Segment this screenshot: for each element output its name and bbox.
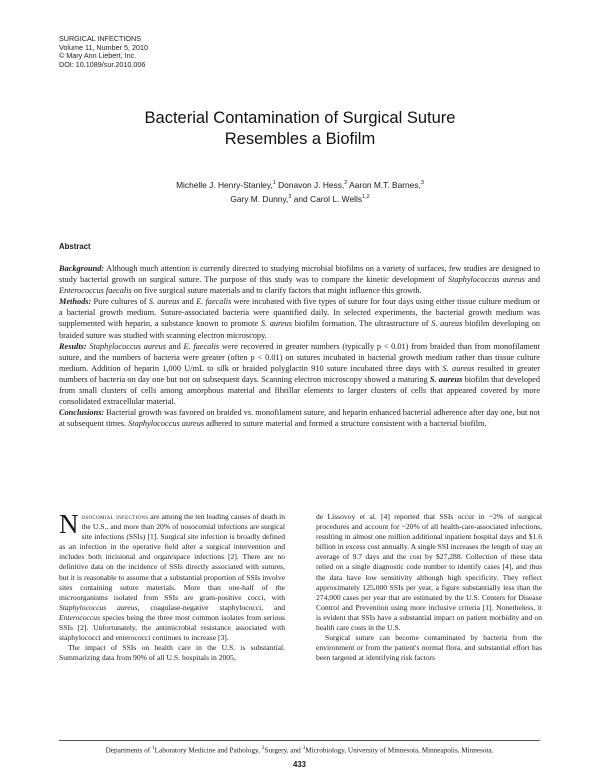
- text-run: biofilm formation. The ultrastructure of: [292, 319, 432, 329]
- text-run: Departments of: [105, 746, 152, 755]
- text-run: Microbiology, University of Minnesota, Minneapolis, Minnesota.: [305, 746, 494, 755]
- journal-header: [59, 35, 148, 69]
- affiliation-marker: 2: [261, 745, 265, 751]
- author-name: and Carol L. Wells: [291, 194, 363, 205]
- abstract-body: [59, 263, 540, 429]
- author-name: Donavon J. Hess,: [275, 179, 345, 190]
- author-line-2: [40, 191, 560, 205]
- title-line-2: Resembles a Biofilm: [224, 130, 376, 148]
- article-title: [40, 108, 560, 150]
- species-name: Enterococcus faecalis: [59, 286, 132, 296]
- species-name: S. aureus: [429, 374, 463, 384]
- text-run: were incubated with five types of suture for four days using either tissue culture medium or a bacterial growth medium. Suture-associated bacteria were quantified daily. In selected experiments, the bacterial growth medium was supplemented with heparin, a substance known to promote: [59, 297, 540, 329]
- journal-name: SURGICAL INFECTIONS: [59, 34, 141, 43]
- text-run: adhered to suture material and formed a structure consistent with a bacterial biofilm.: [204, 419, 487, 429]
- intro-paragraph-2: The impact of SSIs on health care in the U.S. is substantial. Summarizing data from 90% of all U.S. hospitals in 2005,: [59, 643, 285, 663]
- author-name: Michelle J. Henry-Stanley,: [176, 179, 273, 190]
- author-name: Aaron M.T. Barnes,: [347, 179, 421, 190]
- affiliation-marker: 3: [302, 745, 306, 751]
- text-run: Although much attention is currently directed to studying microbial biofilms on a variety of surfaces, few studies are designed to study bacterial growth on surgical suture. The purpose of this study was to compare the kinetic development of: [59, 264, 540, 285]
- author-line-1: [40, 177, 560, 191]
- text-run: Pure cultures of: [91, 297, 149, 307]
- author-affiliation: 3: [420, 180, 424, 186]
- species-name: S. aureus: [431, 319, 463, 329]
- species-name: S. aureus: [442, 363, 475, 373]
- abstract-background: [59, 263, 540, 296]
- intro-paragraph-1: [59, 509, 285, 643]
- background-label: Background:: [59, 264, 105, 273]
- text-run: Surgery, and: [264, 746, 303, 755]
- abstract-results: [59, 341, 540, 408]
- journal-doi: DOI: 10.1089/sur.2010.006: [59, 59, 146, 69]
- text-run: biofilm that developed from small clusters of cells among amorphous material and fibrillar elements to larger clusters of cells that appeared covered by more consolidated extracellular material.: [59, 374, 541, 407]
- author-affiliation: 2: [344, 180, 348, 186]
- text-run: were recovered in greater numbers (typically p < 0.01) from braided than from monofilament suture, and the numbers of bacteria were greater (often p < 0.01) on sutures incubated in bacterial growth medium rather than tissue culture medium. Addition of heparin 1,000 U/mL to silk or braided polyglactin 910 suture incubated three days with: [59, 341, 540, 373]
- conclusions-label: Conclusions:: [59, 408, 105, 418]
- journal-volume: Volume 11, Number 5, 2010: [59, 42, 148, 52]
- species-name: Enterococcus: [59, 612, 101, 622]
- affiliation-marker: 1: [151, 745, 155, 751]
- species-name: Staphylococcus aureus: [86, 341, 167, 351]
- species-name: E. faecalis: [196, 297, 232, 307]
- abstract-methods: [59, 296, 540, 340]
- body-column-right: [316, 512, 542, 663]
- species-name: S. aureus: [148, 297, 180, 307]
- author-list: [40, 177, 560, 206]
- lead-in-smallcaps: osocomial infections: [81, 512, 149, 521]
- species-name: E. faecalis: [183, 341, 220, 351]
- journal-copyright: © Mary Ann Liebert, Inc.: [59, 51, 137, 61]
- methods-label: Methods:: [59, 297, 92, 307]
- text-run: and: [179, 297, 197, 307]
- species-name: Staphylococcus aureus: [128, 419, 205, 429]
- footnote-divider: [59, 740, 540, 741]
- text-run: on five surgical suture materials and to clarify factors that might influence this growth.: [131, 286, 422, 296]
- page-number: 433: [292, 760, 306, 769]
- text-run: and: [524, 275, 541, 285]
- text-run: Bacterial growth was favored on braided vs. monofilament suture, and heparin enhanced bacterial adherence after day one, but not at subsequent times.: [59, 408, 540, 429]
- title-line-1: Bacterial Contamination of Surgical Suture: [144, 109, 456, 127]
- text-run: biofilm developing on braided suture was studied with scanning electron microscopy.: [59, 319, 540, 340]
- body-column-left: [59, 509, 285, 663]
- abstract-heading: Abstract: [59, 242, 91, 251]
- drop-cap: N: [59, 509, 79, 539]
- text-run: , coagulase-negative staphylococci, and: [137, 602, 285, 612]
- intro-paragraph-3: de Lissovoy et al. [4] reported that SSIs occur in ~2% of surgical procedures and account for ~20% of all health-care-associated infections, resulting in almost one million additional inpatient hospital days and $1.6 billion in excess cost annually. A single SSI increases the length of stay an average of 9.7 days and the cost by $27,288. Collection of these data relied on a single diagnostic code number to identify cases [4], and thus the data have low sensitivity although high specificity. They reflect approximately 125,000 SSIs per year, a figure substantially less than the 274,000 cases per year that are estimated by the U.S. Centers for Disease Control and Prevention using more inclusive criteria [1]. Nonetheless, it is evident that SSIs have a substantial impact on patient morbidity and on health care costs in the U.S.: [316, 512, 542, 633]
- text-run: and: [166, 341, 184, 351]
- text-run: Laboratory Medicine and Pathology,: [154, 746, 262, 755]
- intro-paragraph-4: Surgical suture can become contaminated by bacteria from the environment or from the patient's normal flora, and substantial effort has been targeted at identifying risk factors: [316, 633, 542, 663]
- author-affiliation: 3: [288, 194, 292, 201]
- species-name: Staphylococcus aureus: [447, 275, 525, 285]
- text-run: resulted in greater numbers of bacteria on day one but not on subsequent days. Scanning electron microscopy showed a maturing: [59, 363, 541, 384]
- author-affiliation: 1: [272, 180, 276, 186]
- affiliations-footnote: [59, 744, 540, 755]
- author-affiliation: 1,2: [362, 194, 370, 201]
- species-name: S. aureus: [260, 319, 293, 329]
- text-run: are among the ten leading causes of death in the U.S., and more than 20% of nosocomial infections are surgical site infections (SSIs) [1]. Surgical site infection is broadly defined as an infection in the operative field after a surgical intervention and includes both incisional and organ/space infections [2]. There are no definitive data on the incidence of SSIs directly associated with sutures, but it is reasonable to assume that a substantial proportion of SSIs involve sites containing suture materials. More than one-half of the microorganisms isolated from SSIs are gram-positive cocci, with: [59, 512, 285, 602]
- author-name: Gary M. Dunny,: [230, 194, 289, 205]
- abstract-conclusions: [59, 407, 540, 429]
- results-label: Results:: [59, 341, 87, 351]
- species-name: Staphylococcus aureus: [59, 602, 138, 612]
- text-run: species being the three most common isolates from serious SSIs [2]. Unfortunately, the antimicrobial resistance associated with staphylococci and enterococci continues to increase [3].: [59, 612, 285, 643]
